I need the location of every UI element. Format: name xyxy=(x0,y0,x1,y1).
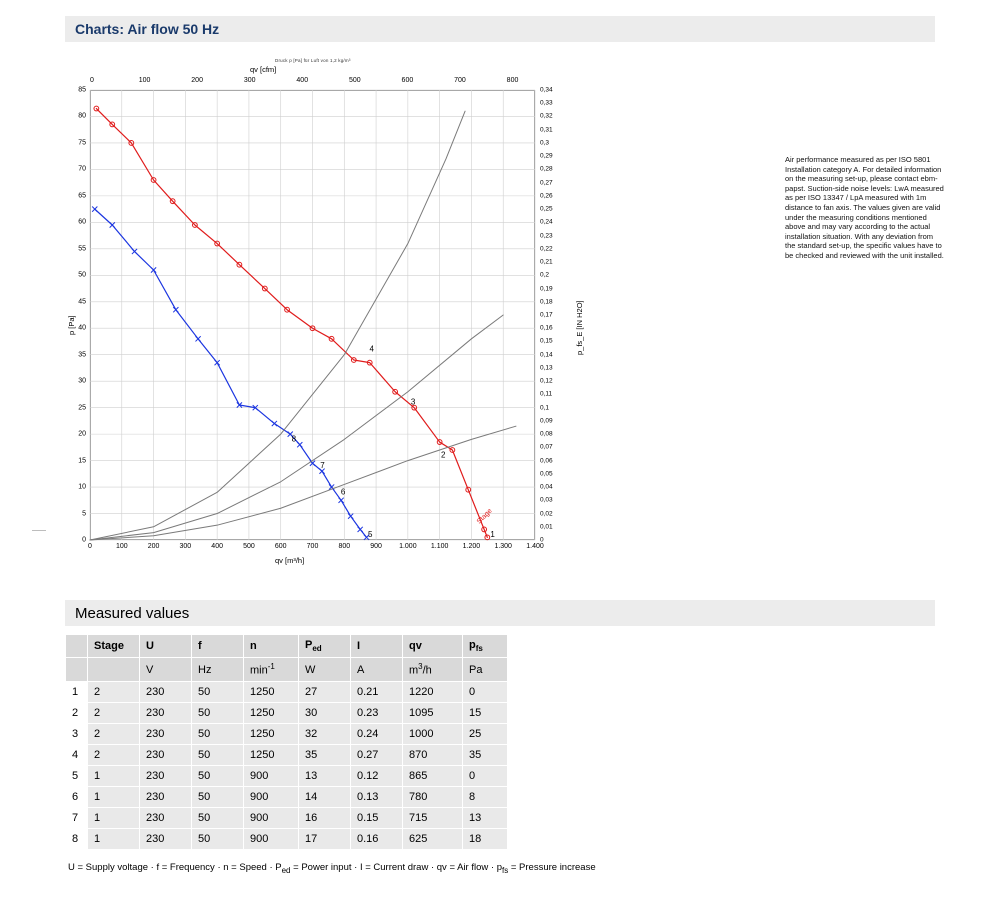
table-cell: 1220 xyxy=(403,681,463,702)
table-cell: 30 xyxy=(299,702,351,723)
y-right-tick-label: 0,18 xyxy=(540,298,553,306)
y-tick-label: 70 xyxy=(78,165,86,173)
x-tick-label: 0 xyxy=(88,543,92,550)
y-right-tick-label: 0,13 xyxy=(540,364,553,372)
chart-series xyxy=(90,111,465,540)
table-cell: 1 xyxy=(88,765,140,786)
x-axis-title: qv [m³/h] xyxy=(275,556,305,565)
unit-airflow: $m^3/h$ xyxy=(403,658,463,682)
y-right-tick-label: 0,09 xyxy=(540,417,553,425)
table-cell: 1 xyxy=(88,828,140,849)
table-cell: 0.16 xyxy=(351,828,403,849)
table-header-row xyxy=(66,635,508,658)
y-right-tick-label: 0,32 xyxy=(540,112,553,120)
table-cell: 1250 xyxy=(244,723,299,744)
table-cell: 715 xyxy=(403,807,463,828)
chart-plot-area xyxy=(90,90,535,540)
table-cell: 900 xyxy=(244,765,299,786)
y-tick-label: 10 xyxy=(78,483,86,491)
table-cell: 865 xyxy=(403,765,463,786)
y-right-tick-label: 0,14 xyxy=(540,351,553,359)
y-tick-label: 5 xyxy=(82,510,86,518)
table-cell: 18 xyxy=(463,828,508,849)
x-top-tick-label: 600 xyxy=(401,77,414,84)
table-body xyxy=(66,681,508,849)
table-cell: 1 xyxy=(66,681,88,702)
y-axis-title: p [Pa] xyxy=(67,315,76,335)
table-cell: 870 xyxy=(403,744,463,765)
table-row xyxy=(66,786,508,807)
x-tick-label: 700 xyxy=(306,543,319,550)
table-cell: 0.24 xyxy=(351,723,403,744)
y-right-tick-label: 0 xyxy=(540,536,544,544)
x-tick-label: 400 xyxy=(211,543,223,550)
table-cell: 1250 xyxy=(244,702,299,723)
x-tick-label: 1.000 xyxy=(399,543,417,550)
table-cell: 4 xyxy=(66,744,88,765)
measured-values-section-header xyxy=(65,600,935,626)
svg-text:1: 1 xyxy=(490,530,495,539)
table-cell: 50 xyxy=(192,681,244,702)
table-cell: 0.15 xyxy=(351,807,403,828)
table-cell: 50 xyxy=(192,807,244,828)
table-cell: 50 xyxy=(192,765,244,786)
table-row xyxy=(66,723,508,744)
table-cell: 2 xyxy=(66,702,88,723)
air-flow-chart xyxy=(65,55,625,565)
y-right-tick-label: 0,19 xyxy=(540,285,553,293)
table-cell: 1250 xyxy=(244,744,299,765)
table-cell: 50 xyxy=(192,744,244,765)
y-right-tick-label: 0,01 xyxy=(540,523,553,531)
chart-series xyxy=(90,315,503,540)
x-tick-label: 1.200 xyxy=(462,543,481,550)
table-head xyxy=(66,635,508,682)
y-tick-label: 45 xyxy=(78,298,86,306)
y-right-tick-label: 0,28 xyxy=(540,165,553,173)
y-right-tick-label: 0,27 xyxy=(540,179,553,187)
x-tick-label: 900 xyxy=(370,543,382,550)
table-cell: 1250 xyxy=(244,681,299,702)
x-tick-label: 1.400 xyxy=(526,543,544,550)
table-cell: 50 xyxy=(192,723,244,744)
table-row xyxy=(66,807,508,828)
unit-pressure: Pa xyxy=(463,658,508,682)
x-tick-label: 800 xyxy=(338,543,351,550)
table-cell: 0.23 xyxy=(351,702,403,723)
y-tick-label: 60 xyxy=(78,218,86,226)
table-row xyxy=(66,744,508,765)
table-cell: 3 xyxy=(66,723,88,744)
th-current: I xyxy=(351,635,403,658)
unit-index xyxy=(66,658,88,682)
y-right-tick-label: 0,24 xyxy=(540,218,553,226)
table-cell: 2 xyxy=(88,702,140,723)
svg-text:6: 6 xyxy=(340,487,346,497)
table-cell: 32 xyxy=(299,723,351,744)
table-cell: 230 xyxy=(140,723,192,744)
table-cell: 7 xyxy=(66,807,88,828)
y-right-tick-label: 0,02 xyxy=(540,510,553,518)
y-tick-label: 85 xyxy=(78,86,86,94)
table-cell: 0.27 xyxy=(351,744,403,765)
charts-section-header xyxy=(65,16,935,42)
y-right-tick-label: 0,08 xyxy=(540,430,553,438)
table-cell: 13 xyxy=(463,807,508,828)
svg-text:8: 8 xyxy=(291,434,297,444)
th-index xyxy=(66,635,88,658)
chart-caption: Druck p [Pa] für Luft von 1,2 kg/m³ xyxy=(275,58,351,63)
y-tick-label: 65 xyxy=(78,192,86,200)
table-cell: 0 xyxy=(463,765,508,786)
table-cell: 2 xyxy=(88,681,140,702)
table-cell: 16 xyxy=(299,807,351,828)
table-cell: 900 xyxy=(244,807,299,828)
table-legend-note: U = Supply voltage · f = Frequency · n = Speed · $P_{ed}$ = Power input · I = Current draw · qv = Air flow · $p_{fs}$ = Pressure increase xyxy=(68,862,596,875)
table-units-row xyxy=(66,658,508,682)
table-cell: 8 xyxy=(463,786,508,807)
table-cell: 1 xyxy=(88,786,140,807)
table-cell: 2 xyxy=(88,723,140,744)
table-cell: 8 xyxy=(66,828,88,849)
y-right-tick-label: 0,23 xyxy=(540,232,553,240)
y-right-tick-label: 0,34 xyxy=(540,86,553,94)
chart-series xyxy=(90,426,516,540)
table-row xyxy=(66,681,508,702)
table-cell: 50 xyxy=(192,702,244,723)
table-row xyxy=(66,702,508,723)
x-tick-label: 200 xyxy=(147,543,160,550)
y-tick-label: 15 xyxy=(78,457,86,465)
y-right-tick-label: 0,25 xyxy=(540,205,553,213)
svg-text:3: 3 xyxy=(410,397,416,407)
table-cell: 0.21 xyxy=(351,681,403,702)
y-right-tick-label: 0,06 xyxy=(540,457,553,465)
unit-power: W xyxy=(299,658,351,682)
y-axis-right-title: p_fs_E [IN H2O] xyxy=(575,300,584,355)
x-top-tick-label: 500 xyxy=(348,77,361,84)
x-top-tick-label: 0 xyxy=(90,77,94,84)
svg-text:5: 5 xyxy=(367,530,373,539)
table-cell: 230 xyxy=(140,807,192,828)
th-pressure: $p_{fs}$ xyxy=(463,635,508,658)
table-cell: 50 xyxy=(192,828,244,849)
x-tick-label: 600 xyxy=(274,543,287,550)
x-axis-top-title: qv [cfm] xyxy=(250,65,277,74)
table-cell: 900 xyxy=(244,828,299,849)
th-airflow: qv xyxy=(403,635,463,658)
air-performance-note: Air performance measured as per ISO 5801 Installation category A. For detailed information on the measuring set-up, please contact ebm-papst. Suction-side noise levels: LwA measured as per ISO 13347 / LpA measured with 1m distance to fan axis. The values given are valid under the measuring conditions mentioned above and may vary according to the actual installation situation. With any deviation from the standard set-up, the specific values have to be checked and reviewed with the unit installed. xyxy=(785,155,944,260)
y-tick-label: 25 xyxy=(78,404,86,412)
y-right-tick-label: 0,12 xyxy=(540,377,553,385)
y-right-tick-label: 0,22 xyxy=(540,245,553,253)
table-cell: 5 xyxy=(66,765,88,786)
table-cell: 17 xyxy=(299,828,351,849)
table-cell: 1000 xyxy=(403,723,463,744)
table-cell: 1095 xyxy=(403,702,463,723)
table-cell: 230 xyxy=(140,702,192,723)
x-top-tick-label: 300 xyxy=(243,77,256,84)
table-cell: 6 xyxy=(66,786,88,807)
y-tick-label: 0 xyxy=(82,536,86,544)
y-right-tick-label: 0,03 xyxy=(540,496,553,504)
y-tick-label: 30 xyxy=(78,377,86,385)
table-cell: 0 xyxy=(463,681,508,702)
y-right-tick-label: 0,07 xyxy=(540,443,553,451)
y-tick-label: 35 xyxy=(78,351,86,359)
chart-gridlines xyxy=(90,90,535,540)
x-tick-label: 100 xyxy=(115,543,128,550)
x-top-tick-label: 400 xyxy=(296,77,309,84)
unit-speed: $\min^{-1}$ xyxy=(244,658,299,682)
table-cell: 50 xyxy=(192,786,244,807)
x-tick-label: 500 xyxy=(243,543,255,550)
y-right-tick-label: 0,29 xyxy=(540,152,553,160)
y-right-tick-label: 0,26 xyxy=(540,192,553,200)
th-stage: Stage xyxy=(88,635,140,658)
unit-frequency: Hz xyxy=(192,658,244,682)
table-cell: 13 xyxy=(299,765,351,786)
table-row xyxy=(66,828,508,849)
table-cell: 1 xyxy=(88,807,140,828)
table-cell: 0.13 xyxy=(351,786,403,807)
table-cell: 35 xyxy=(463,744,508,765)
y-right-tick-label: 0,15 xyxy=(540,337,553,345)
table-cell: 14 xyxy=(299,786,351,807)
table-cell: 230 xyxy=(140,765,192,786)
table-cell: 625 xyxy=(403,828,463,849)
y-tick-label: 50 xyxy=(78,271,86,279)
table-cell: 27 xyxy=(299,681,351,702)
y-tick-label: 20 xyxy=(78,430,86,438)
y-tick-label: 40 xyxy=(78,324,86,332)
table-cell: 230 xyxy=(140,681,192,702)
table-cell: 900 xyxy=(244,786,299,807)
unit-current: A xyxy=(351,658,403,682)
table-cell: 0.12 xyxy=(351,765,403,786)
y-right-tick-label: 0,1 xyxy=(540,404,550,412)
x-tick-label: 1.100 xyxy=(430,543,449,550)
charts-section-title: Charts: Air flow 50 Hz xyxy=(75,21,220,37)
svg-text:4: 4 xyxy=(369,344,374,354)
x-top-tick-label: 800 xyxy=(506,77,519,84)
y-tick-label: 55 xyxy=(78,245,86,253)
y-right-tick-label: 0,16 xyxy=(540,324,553,332)
svg-text:7: 7 xyxy=(320,461,325,471)
y-right-tick-label: 0,21 xyxy=(540,258,553,266)
y-right-tick-label: 0,04 xyxy=(540,483,553,491)
x-tick-label: 300 xyxy=(179,543,192,550)
y-right-tick-label: 0,11 xyxy=(540,390,553,398)
y-tick-label: 80 xyxy=(78,112,86,120)
measured-values-title: Measured values xyxy=(75,604,190,622)
table-cell: 230 xyxy=(140,828,192,849)
y-right-tick-label: 0,3 xyxy=(540,139,550,147)
th-power: $P_{ed}$ xyxy=(299,635,351,658)
y-right-tick-label: 0,2 xyxy=(540,271,550,279)
unit-stage xyxy=(88,658,140,682)
chart-canvas xyxy=(90,90,535,540)
svg-text:2: 2 xyxy=(441,450,446,460)
x-top-tick-label: 700 xyxy=(454,77,466,84)
svg-text:Stage: Stage xyxy=(475,507,494,526)
table-cell: 2 xyxy=(88,744,140,765)
y-tick-label: 75 xyxy=(78,139,86,147)
measured-values-table xyxy=(65,634,508,850)
th-voltage: U xyxy=(140,635,192,658)
y-right-tick-label: 0,33 xyxy=(540,99,553,107)
y-right-tick-label: 0,17 xyxy=(540,311,553,319)
table-cell: 25 xyxy=(463,723,508,744)
x-top-tick-label: 200 xyxy=(191,77,203,84)
y-right-tick-label: 0,05 xyxy=(540,470,553,478)
x-top-tick-label: 100 xyxy=(138,77,151,84)
table-row xyxy=(66,765,508,786)
th-speed: n xyxy=(244,635,299,658)
table-cell: 15 xyxy=(463,702,508,723)
th-frequency: f xyxy=(192,635,244,658)
unit-voltage: V xyxy=(140,658,192,682)
table-cell: 780 xyxy=(403,786,463,807)
y-right-tick-label: 0,31 xyxy=(540,126,553,134)
table-cell: 230 xyxy=(140,786,192,807)
stray-mark xyxy=(32,530,46,531)
table-cell: 35 xyxy=(299,744,351,765)
x-tick-label: 1.300 xyxy=(494,543,512,550)
table-cell: 230 xyxy=(140,744,192,765)
